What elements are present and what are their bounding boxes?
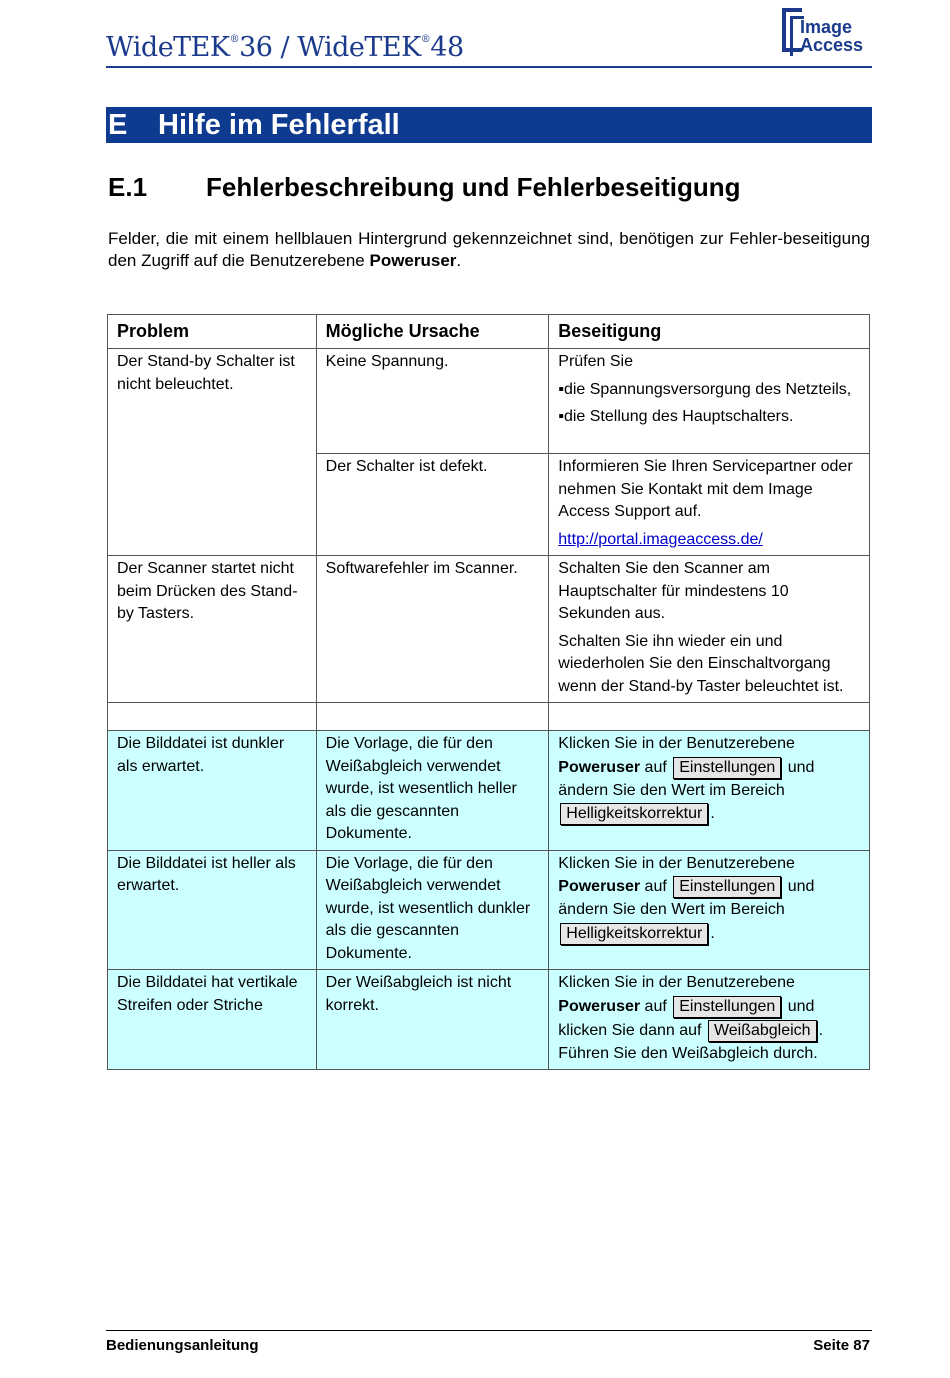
fix-text: Klicken Sie in der Benutzerebene bbox=[558, 974, 795, 991]
fix-text: Führen Sie den Weißabgleich durch. bbox=[558, 1044, 818, 1062]
table-row-empty bbox=[108, 703, 870, 731]
subsection-number: E.1 bbox=[108, 172, 148, 202]
section-heading bbox=[106, 107, 872, 143]
troubleshooting-table bbox=[107, 314, 870, 1070]
fix-text: und klicken Sie dann auf bbox=[558, 997, 815, 1039]
weissabgleich-button: Weißabgleich bbox=[708, 1020, 817, 1042]
intro-paragraph bbox=[108, 228, 870, 272]
brand-separator: / bbox=[272, 32, 298, 63]
brand-number-a: 36 bbox=[239, 32, 273, 63]
registered-mark-a: ® bbox=[229, 34, 240, 45]
section-letter: E bbox=[108, 109, 128, 141]
fix-text: auf bbox=[640, 758, 672, 776]
fix-text: . bbox=[710, 924, 715, 942]
helligkeitskorrektur-button: Helligkeitskorrektur bbox=[560, 923, 708, 945]
helligkeitskorrektur-button: Helligkeitskorrektur bbox=[560, 803, 708, 825]
cause-cell: Der Weißabgleich ist nicht korrekt. bbox=[316, 970, 549, 1070]
empty-cell bbox=[316, 703, 549, 731]
fix-bullet: ▪die Stellung des Hauptschalters. bbox=[558, 408, 794, 425]
fix-text: Informieren Sie Ihren Servicepartner oder nehmen Sie Kontakt mit dem Image Access Support auf. bbox=[558, 458, 853, 520]
fix-text: Prüfen Sie bbox=[558, 353, 633, 370]
fix-text: Klicken Sie in der Benutzerebene bbox=[558, 735, 795, 752]
brand-number-b: 48 bbox=[430, 32, 464, 63]
fix-cell bbox=[549, 349, 870, 454]
table-row bbox=[108, 731, 870, 851]
einstellungen-button: Einstellungen bbox=[673, 757, 781, 779]
cause-cell: Die Vorlage, die für den Weißabgleich verwendet wurde, ist wesentlich heller als die gescannten Dokumente. bbox=[316, 731, 549, 851]
table-row bbox=[108, 970, 870, 1070]
header-problem: Problem bbox=[108, 315, 317, 349]
image-access-logo bbox=[782, 8, 872, 60]
fix-text: auf bbox=[640, 878, 672, 895]
footer-doc-title: Bedienungsanleitung bbox=[106, 1337, 259, 1354]
header-cause: Mögliche Ursache bbox=[316, 315, 549, 349]
fix-cell bbox=[549, 556, 870, 703]
fix-text: und ändern Sie den Wert im Bereich bbox=[558, 758, 815, 799]
fix-text: Klicken Sie in der Benutzerebene bbox=[558, 854, 795, 872]
fix-bold: Poweruser bbox=[558, 758, 641, 776]
cause-cell: Softwarefehler im Scanner. bbox=[316, 556, 549, 703]
intro-text: Felder, die mit einem hellblauen Hintergrund gekennzeichnet sind, benötigen zur Fehler-beseitigung den Zugriff auf die Benutzerebene bbox=[108, 229, 870, 270]
fix-cell bbox=[549, 731, 870, 851]
page-header bbox=[106, 8, 872, 68]
brand-name-b: WideTEK bbox=[297, 32, 421, 63]
logo-text bbox=[800, 18, 863, 54]
subsection-title: Fehlerbeschreibung und Fehlerbeseitigung bbox=[206, 172, 741, 202]
fix-text: auf bbox=[640, 997, 672, 1015]
table-row bbox=[108, 349, 870, 454]
einstellungen-button: Einstellungen bbox=[673, 876, 781, 898]
intro-end: . bbox=[456, 251, 462, 270]
fix-cell bbox=[549, 850, 870, 970]
einstellungen-button: Einstellungen bbox=[673, 996, 781, 1018]
empty-cell bbox=[549, 703, 870, 731]
fix-bullet: ▪die Spannungsversorgung des Netzteils, bbox=[558, 380, 852, 398]
brand-name-a: WideTEK bbox=[106, 32, 230, 63]
fix-text: . bbox=[710, 805, 715, 822]
cause-cell: Die Vorlage, die für den Weißabgleich verwendet wurde, ist wesentlich dunkler als die gescannten Dokumente. bbox=[316, 850, 549, 970]
section-title: Hilfe im Fehlerfall bbox=[158, 109, 400, 141]
intro-bold: Poweruser bbox=[369, 251, 457, 270]
footer-page-number: Seite 87 bbox=[813, 1337, 870, 1354]
problem-cell: Der Stand-by Schalter ist nicht beleuchtet. bbox=[108, 349, 317, 556]
fix-bold: Poweruser bbox=[558, 878, 641, 895]
problem-cell: Die Bilddatei ist dunkler als erwartet. bbox=[108, 731, 317, 851]
support-portal-link[interactable]: http://portal.imageaccess.de/ bbox=[558, 530, 763, 548]
header-fix: Beseitigung bbox=[549, 315, 870, 349]
fix-cell bbox=[549, 970, 870, 1070]
registered-mark-b: ® bbox=[420, 34, 431, 45]
product-brand bbox=[106, 32, 464, 63]
logo-line-2: Access bbox=[800, 35, 864, 55]
cause-cell: Keine Spannung. bbox=[316, 349, 549, 454]
problem-cell: Die Bilddatei ist heller als erwartet. bbox=[108, 850, 317, 970]
table-row bbox=[108, 556, 870, 703]
problem-cell: Die Bilddatei hat vertikale Streifen oder Striche bbox=[108, 970, 317, 1070]
table-row bbox=[108, 850, 870, 970]
fix-text: Schalten Sie ihn wieder ein und wiederholen Sie den Einschaltvorgang wenn der Stand-by Taster beleuchtet ist. bbox=[558, 632, 844, 695]
subsection-heading bbox=[108, 172, 741, 203]
page-footer bbox=[106, 1330, 872, 1354]
problem-cell: Der Scanner startet nicht beim Drücken des Stand-by Tasters. bbox=[108, 556, 317, 703]
logo-line-1: Image bbox=[800, 17, 853, 37]
fix-text: und ändern Sie den Wert im Bereich bbox=[558, 878, 815, 918]
fix-text: Schalten Sie den Scanner am Hauptschalter für mindestens 10 Sekunden aus. bbox=[558, 560, 789, 622]
cause-cell: Der Schalter ist defekt. bbox=[316, 454, 549, 556]
fix-bold: Poweruser bbox=[558, 997, 641, 1015]
fix-text: . bbox=[818, 1021, 824, 1039]
table-header-row bbox=[108, 315, 870, 349]
empty-cell bbox=[108, 703, 317, 731]
fix-cell bbox=[549, 454, 870, 556]
